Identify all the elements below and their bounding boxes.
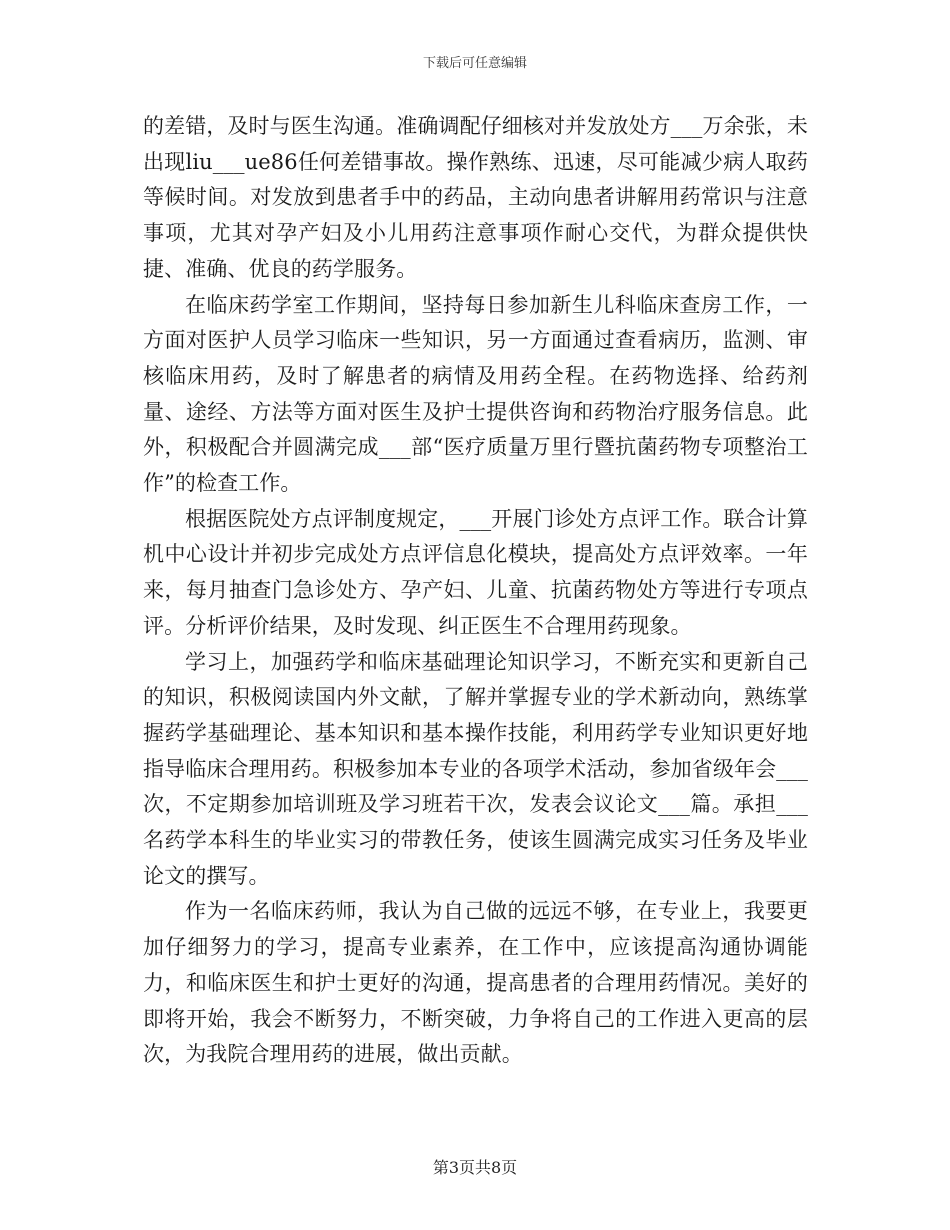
- paragraph-study: 学习上，加强药学和临床基础理论知识学习，不断充实和更新自己的知识，积极阅读国内外文献，了解并掌握专业的学术新动向，熟练掌握药学基础理论、基本知识和基本操作技能，利用药学专业知识更好地指导临床合理用药。积极参加本专业的各项学术活动，参加省级年会___次，不定期参加培训班及学习班若干次，发表会议论文___篇。承担___名药学本科生的毕业实习的带教任务，使该生圆满完成实习任务及毕业论文的撰写。: [143, 649, 808, 888]
- document-body: [143, 109, 808, 1073]
- page-footer: 第3页共8页: [432, 1158, 518, 1177]
- paragraph-conclusion: 作为一名临床药师，我认为自己做的远远不够，在专业上，我要更加仔细努力的学习，提高专业素养，在工作中，应该提高沟通协调能力，和临床医生和护士更好的沟通，提高患者的合理用药情况。美好的即将开始，我会不断努力，不断突破，力争将自己的工作进入更高的层次，为我院合理用药的进展，做出贡献。: [143, 899, 808, 1067]
- page-header: 下载后可任意编辑: [422, 56, 527, 71]
- paragraph-clinical-pharmacy: 在临床药学室工作期间，坚持每日参加新生儿科临床查房工作，一方面对医护人员学习临床一些知识，另一方面通过查看病历，监测、审核临床用药，及时了解患者的病情及用药全程。在药物选择、给药剂量、途经、方法等方面对医生及护士提供咨询和药物治疗服务信息。此外，积极配合并圆满完成___部“医疗质量万里行暨抗菌药物专项整治工作”的检查工作。: [143, 292, 808, 496]
- paragraph-prescription-review: 根据医院处方点评制度规定，___开展门诊处方点评工作。联合计算机中心设计并初步完成处方点评信息化模块，提高处方点评效率。一年来，每月抽查门急诊处方、孕产妇、儿童、抗菌药物处方等进行专项点评。分析评价结果，及时发现、纠正医生不合理用药现象。: [143, 506, 808, 638]
- paragraph-continued: 的差错，及时与医生沟通。准确调配仔细核对并发放处方___万余张，未出现liu___ue86任何差错事故。操作熟练、迅速，尽可能减少病人取药等候时间。对发放到患者手中的药品，主动向患者讲解用药常识与注意事项，尤其对孕产妇及小儿用药注意事项作耐心交代，为群众提供快捷、准确、优良的药学服务。: [143, 114, 808, 281]
